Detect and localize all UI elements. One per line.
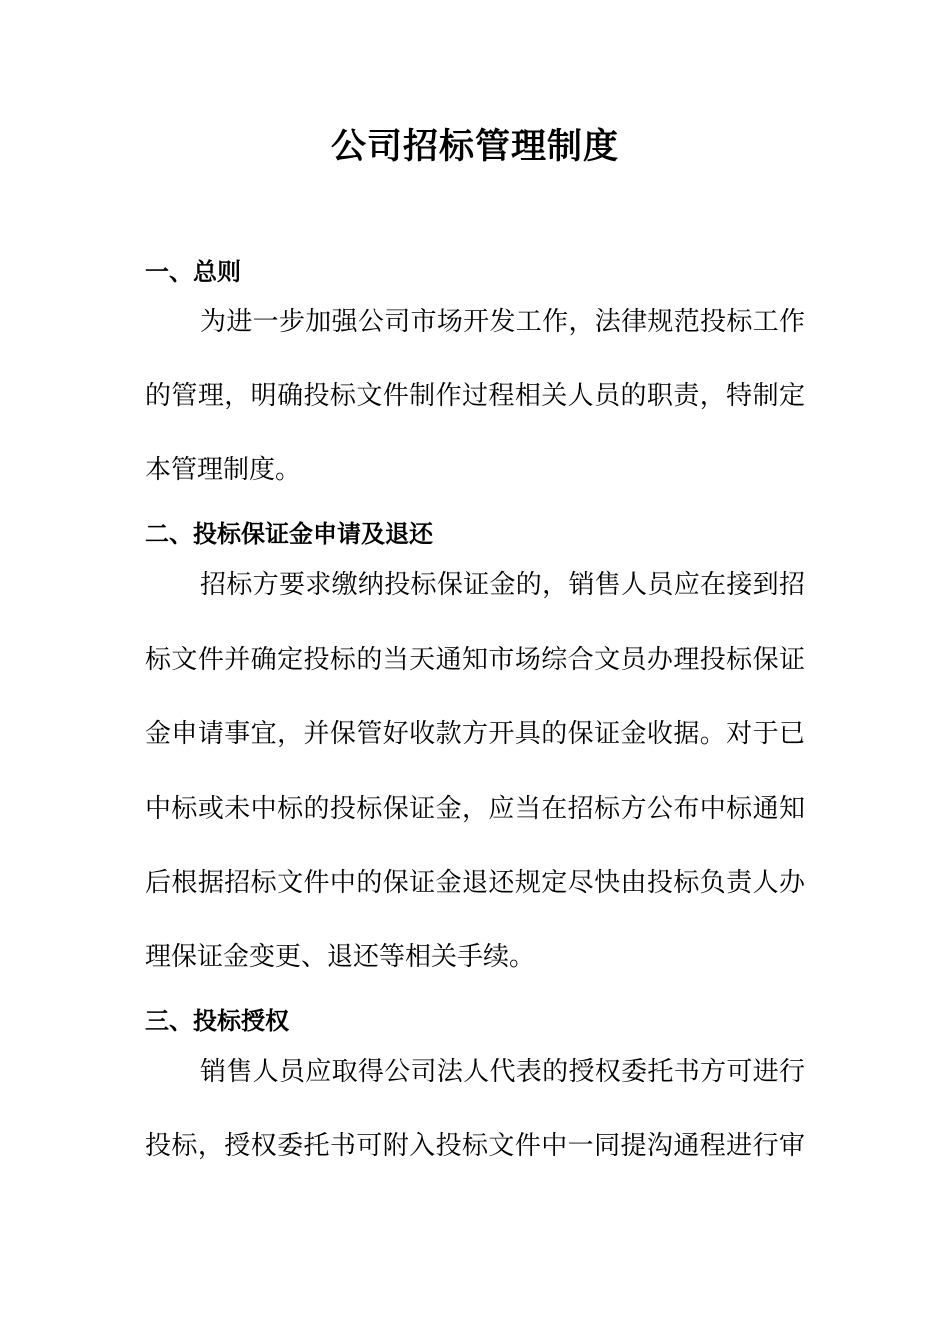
paragraph-line: 中标或未中标的投标保证金，应当在招标方公布中标通知 [145,794,805,824]
paragraph-line: 理保证金变更、退还等相关手续。 [145,942,536,972]
paragraph-line: 投标，授权委托书可附入投标文件中一同提沟通程进行审 [145,1131,805,1161]
paragraph-line: 为进一步加强公司市场开发工作，法律规范投标工作 [200,307,805,337]
paragraph-line: 本管理制度。 [145,455,302,485]
section-heading-bid-bond: 二、投标保证金申请及退还 [145,519,433,548]
section-heading-bid-authorization: 三、投标授权 [145,1006,289,1035]
paragraph-line: 金申请事宜，并保管好收款方开具的保证金收据。对于已 [145,719,805,749]
paragraph-line: 的管理，明确投标文件制作过程相关人员的职责，特制定 [145,381,805,411]
section-heading-general: 一、总则 [145,257,241,286]
paragraph-line: 后根据招标文件中的保证金退还规定尽快由投标负责人办 [145,868,805,898]
paragraph-line: 销售人员应取得公司法人代表的授权委托书方可进行 [200,1057,805,1087]
paragraph-line: 标文件并确定投标的当天通知市场综合文员办理投标保证 [145,645,805,675]
paragraph-line: 招标方要求缴纳投标保证金的，销售人员应在接到招 [200,570,805,600]
document-title: 公司招标管理制度 [330,126,619,167]
